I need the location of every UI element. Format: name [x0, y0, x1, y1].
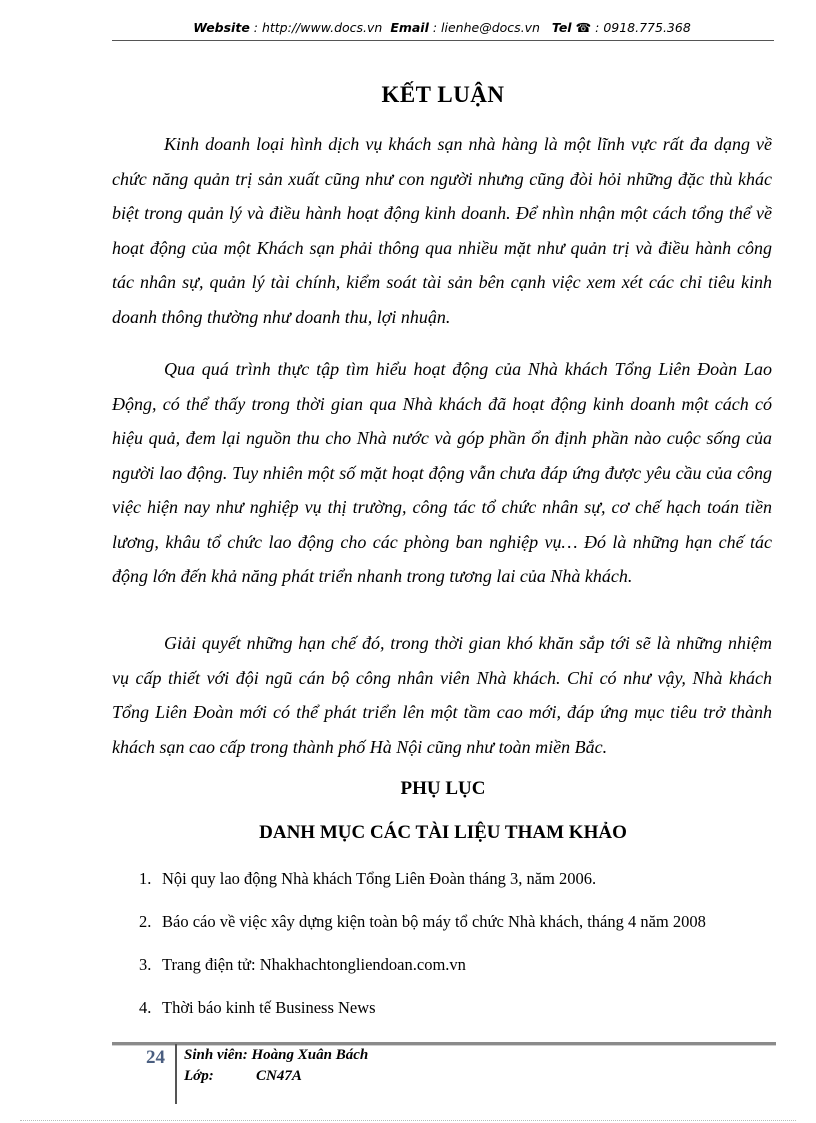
references-title: DANH MỤC CÁC TÀI LIỆU THAM KHẢO	[259, 822, 627, 843]
paragraph-1: Kinh doanh loại hình dịch vụ khách sạn nhà hàng là một lĩnh vực rất đa dạng về chức năng quản trị sản xuất cũng như con người nhưng cũng đòi hỏi những đặc thù khác biệt trong quản lý và điều hành hoạt động kinh doanh. Để nhìn nhận một cách tổng thể về hoạt động của một Khách sạn phải thông qua nhiều mặt như quản trị và điều hành công tác nhân sự, quản lý tài chính, kiểm soát tài sản bên cạnh việc xem xét các chỉ tiêu kinh doanh thông thường như doanh thu, lợi nhuận.	[112, 134, 772, 327]
page-bottom-border	[20, 1120, 796, 1121]
footer-divider	[175, 1044, 177, 1104]
footer-class	[184, 1068, 302, 1085]
appendix-title: PHỤ LỤC	[400, 778, 486, 799]
list-item	[112, 864, 774, 907]
list-item	[112, 907, 774, 950]
references-list	[112, 864, 774, 1036]
page-header	[112, 20, 772, 35]
website-value: : http://www.docs.vn	[249, 20, 383, 35]
footer-class-label: Lớp:	[184, 1068, 214, 1084]
reference-number: 3.	[139, 955, 152, 974]
reference-number: 1.	[139, 869, 152, 888]
paragraph-2: Qua quá trình thực tập tìm hiểu hoạt động của Nhà khách Tổng Liên Đoàn Lao Động, có thể thấy trong thời gian qua Nhà khách đã hoạt động kinh doanh một cách có hiệu quả, đem lại nguồn thu cho Nhà nước và góp phần ổn định phần nào cuộc sống của người lao động. Tuy nhiên một số mặt hoạt động vẫn chưa đáp ứng được yêu cầu của công việc hiện nay như nghiệp vụ thị trường, công tác tổ chức nhân sự, cơ chế hạch toán tiền lương, khâu tổ chức lao động cho các phòng ban nghiệp vụ… Đó là những hạn chế tác động lớn đến khả năng phát triển nhanh trong tương lai của Nhà khách.	[112, 359, 772, 586]
reference-text: Trang điện tử: Nhakhachtongliendoan.com.vn	[162, 955, 466, 974]
tel-label: Tel	[551, 20, 572, 35]
website-label: Website	[193, 20, 250, 35]
footer-class-value: CN47A	[256, 1068, 302, 1084]
page-title: KẾT LUẬN	[381, 82, 505, 107]
reference-text: Nội quy lao động Nhà khách Tổng Liên Đoàn tháng 3, năm 2006.	[162, 869, 597, 888]
paragraph-3: Giải quyết những hạn chế đó, trong thời gian khó khăn sắp tới sẽ là những nhiệm vụ cấp thiết với đội ngũ cán bộ công nhân viên Nhà khách. Chỉ có như vậy, Nhà khách Tổng Liên Đoàn mới có thể phát triển lên một tầm cao mới, đáp ứng mục tiêu trở thành khách sạn cao cấp trong thành phố Hà Nội cũng như toàn miền Bắc.	[112, 633, 772, 757]
reference-text: Thời báo kinh tế Business News	[162, 998, 376, 1017]
list-item	[112, 950, 774, 993]
tel-value: : 0918.775.368	[591, 20, 691, 35]
header-rule	[112, 40, 774, 41]
list-item	[112, 993, 774, 1036]
phone-icon: ☎	[575, 20, 592, 35]
page-number: 24	[146, 1047, 165, 1068]
reference-text: Báo cáo về việc xây dựng kiện toàn bộ máy tổ chức Nhà khách, tháng 4 năm 2008	[162, 912, 706, 931]
reference-number: 2.	[139, 912, 152, 931]
email-label: Email	[390, 20, 429, 35]
footer-student: Sinh viên: Hoàng Xuân Bách	[184, 1047, 369, 1063]
email-value: : lienhe@docs.vn	[428, 20, 540, 35]
reference-number: 4.	[139, 998, 152, 1017]
footer-rule	[112, 1042, 776, 1046]
